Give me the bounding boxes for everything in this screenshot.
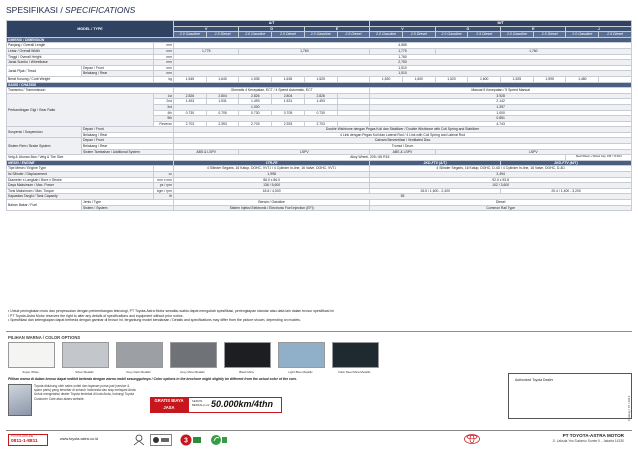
engine-subhead: 2KD-FTV (M/T) — [501, 160, 632, 166]
row-sublabel: Depan / Front — [82, 65, 154, 71]
table-cell: LSPV — [435, 149, 631, 155]
color-chip — [8, 342, 55, 368]
table-cell: 1,545 — [174, 76, 207, 82]
group-header-mt: M/T — [370, 21, 632, 27]
hotline-label: TOYOTA HOTLINE — [11, 435, 34, 438]
table-cell: 1.493 — [304, 99, 337, 105]
engine-header: 2.5 Diesel — [337, 32, 370, 38]
dealer-stamp-box — [508, 373, 632, 419]
variant-header: V — [174, 26, 239, 32]
badge-free-label: GRATIS BIAYA JASA — [150, 397, 188, 413]
table-cell: 1,635 — [272, 76, 305, 82]
table-cell: 2,494 — [370, 172, 632, 178]
row-label: Berat Kosong / Curb Weight — [7, 76, 154, 82]
table-cell: 1,775 — [370, 48, 435, 54]
table-cell: Otomatis 4 Kecepatan, ECT / 4 Speed Automatic, ECT — [174, 88, 370, 94]
dealer-label: Authorized Toyota Dealer — [515, 378, 554, 382]
table-cell: 1.397 — [370, 104, 632, 110]
table-cell: 1,760 — [435, 48, 631, 54]
engine-header: 2.5 Diesel — [533, 32, 566, 38]
table-cell: 55 — [174, 194, 632, 200]
row-sublabel: Depan / Front — [82, 127, 174, 133]
table-cell: Double Wishbone dengan Pegas Koil dan Stabilizer / Double Wishbone with Coil Spring and Stabilizer — [174, 127, 632, 133]
row-unit: mm — [154, 65, 174, 71]
table-cell: 1,600 — [402, 76, 435, 82]
table-cell: 2.826 — [239, 93, 272, 99]
engine-header: 2.5 Diesel — [599, 32, 632, 38]
catalog-code — [627, 373, 633, 423]
row-sublabel: Depan / Front — [82, 138, 174, 144]
engine-header: 2.0 Gasoline — [435, 32, 468, 38]
row-unit: kg — [154, 76, 174, 82]
table-cell: 1,775 — [174, 48, 239, 54]
color-chip — [278, 342, 325, 368]
row-unit: mm x mm — [154, 177, 174, 183]
table-cell: 0.705 — [206, 110, 239, 116]
table-cell: 4.743 — [370, 121, 632, 127]
table-cell: 1,525 — [501, 76, 534, 82]
row-unit: mm — [154, 48, 174, 54]
table-cell: Diesel — [370, 200, 632, 206]
table-cell: 1.493 — [174, 99, 207, 105]
table-cell: 20.4 / 1,400 - 3,200 — [501, 188, 632, 194]
title-en: SPECIFICATIONS — [62, 5, 136, 15]
company-address: Jl. Laksda Yos Sudarso Sunter II - Jakarta 14330 — [552, 439, 624, 443]
table-cell: 1,480 — [566, 76, 599, 82]
table-cell: ABS & LSPV — [174, 149, 239, 155]
gear-label: 4th — [154, 110, 174, 116]
engine-header: 2.0 Gasoline — [174, 32, 207, 38]
page-title — [6, 5, 135, 15]
hotline-number: 0811-1-8811 — [11, 438, 38, 444]
row-sublabel: Sistem / System — [82, 205, 174, 211]
table-cell: 1,510 — [174, 65, 632, 71]
care-badge-icon — [150, 434, 172, 446]
badge-mileage-box — [188, 397, 282, 413]
table-cell: 2.804 — [272, 93, 305, 99]
hotline-box — [8, 434, 48, 446]
table-cell: 1,760 — [174, 54, 632, 60]
table-cell: 2.804 — [206, 93, 239, 99]
row-label: Suspensi / Suspension — [7, 127, 82, 138]
engine-header: 2.5 Diesel — [206, 32, 239, 38]
table-cell: Manual 5 Kecepatan / 5 Speed Manual — [370, 88, 632, 94]
engine-header: 2.5 Diesel — [272, 32, 305, 38]
row-label: Jarak Sumbu / Wheelbase — [7, 60, 154, 66]
table-cell: 1,510 — [174, 71, 632, 77]
gear-label: 5th — [154, 116, 174, 122]
table-cell: 2.703 — [239, 121, 272, 127]
table-cell: 1,640 — [206, 76, 239, 82]
table-cell: 1,998 — [174, 172, 370, 178]
toyota-logo-icon — [464, 434, 480, 444]
row-label: Isi Silinder / Displacement — [7, 172, 154, 178]
table-cell: 2.703 — [304, 121, 337, 127]
table-cell: ABS & LSPV — [370, 149, 435, 155]
group-header-at: A/T — [174, 21, 370, 27]
table-cell: 1,760 — [239, 48, 370, 54]
color-disclaimer: Pilihan warna di dalam brosur dapat sedikit berbeda dengan warna mobil sesungguhnya / Color options in the brochure might slightly be different from the actual color of the cars. — [8, 377, 297, 381]
color-name: Black Mica — [239, 370, 254, 374]
table-cell: 1.493 — [239, 99, 272, 105]
spec-notes — [8, 309, 608, 323]
row-label: Bahan Bakar / Fuel — [7, 200, 82, 211]
color-swatch — [116, 342, 161, 374]
table-cell: 2,750 — [174, 60, 632, 66]
table-cell: 0.730 — [174, 110, 207, 116]
row-unit: mm — [154, 60, 174, 66]
row-unit: mm — [154, 43, 174, 49]
free-service-badge — [150, 397, 282, 413]
table-cell: 26.5 / 1,600 - 2,400 — [370, 188, 501, 194]
table-cell: Tromol / Drum — [174, 144, 632, 150]
gear-label: Reverse — [154, 121, 174, 127]
table-cell: 18.6 / 4,000 — [174, 188, 370, 194]
row-label: Sistem Rem / Brake System — [7, 138, 82, 155]
color-swatch — [62, 342, 107, 374]
table-cell: 1.000 — [370, 110, 632, 116]
service-promo — [8, 384, 138, 428]
table-cell: Sistem Injeksi Elektronik / Electronic Fuel Injection (EFI) — [174, 205, 370, 211]
table-cell: 2.393 — [272, 121, 305, 127]
row-label: Transmisi / Transmission — [7, 88, 174, 94]
table-cell: 1.531 — [206, 99, 239, 105]
row-label: Tipe Mesin / Engine Type — [7, 166, 154, 172]
color-name: Super White — [22, 370, 39, 374]
gear-label: 1st — [154, 93, 174, 99]
website-link[interactable]: www.toyota.astra.co.id — [60, 437, 98, 441]
table-cell: 0.705 — [272, 110, 305, 116]
row-label: Kapasitas Tangki / Tank Capacity — [7, 194, 154, 200]
row-label: Lebar / Overall Width — [7, 48, 154, 54]
table-cell: 4 Silinder Segaris, 16 Katup, DOHC, D-4D / 4 Cylinder In-line, 16 Valve, DOHC, D-4D — [370, 166, 632, 172]
color-swatch — [170, 342, 215, 374]
row-sublabel: Sistem Tambahan / Additional System — [82, 149, 174, 155]
table-cell: 92.0 x 93.8 — [370, 177, 632, 183]
color-chip — [170, 342, 217, 368]
gear-label: 3rd — [154, 104, 174, 110]
color-swatch — [8, 342, 53, 374]
table-cell: Alloy Wheel, 205 / 65 R15 — [174, 155, 566, 161]
row-unit: mm — [154, 54, 174, 60]
section-divider — [6, 331, 632, 332]
table-cell: 0.730 — [239, 110, 272, 116]
engine-header: 2.5 Diesel — [402, 32, 435, 38]
table-cell: Bensin / Gasoline — [174, 200, 370, 206]
promo-image — [8, 384, 32, 416]
row-label: Torsi Maksimum / Max. Torque — [7, 188, 154, 194]
row-unit: ltr — [154, 194, 174, 200]
engine-header: 2.0 Gasoline — [370, 32, 403, 38]
color-name: Grey Mica Metallic — [180, 370, 205, 374]
row-sublabel: Belakang / Rear — [82, 144, 174, 150]
table-cell: 4 Link dengan Pegas Koil dan Lateral Rod / 4 Link with Coil Spring and Lateral Rod — [174, 132, 632, 138]
variant-header: V — [370, 26, 435, 32]
table-cell: Steel Wheel + Wheel Cap, 195 / 70 R14 — [566, 155, 632, 161]
page-footer — [0, 430, 638, 451]
table-cell: 102 / 3,600 — [370, 183, 632, 189]
engine-header: 2.0 Gasoline — [566, 32, 599, 38]
badge-service-label: SERVIS BERKALA s/d — [192, 399, 210, 407]
table-cell: 86.0 x 86.0 — [174, 177, 370, 183]
row-unit: kgm / rpm — [154, 188, 174, 194]
row-label: Panjang / Overall Length — [7, 43, 154, 49]
table-cell: 2.703 — [174, 121, 207, 127]
engine-header: 2.0 Gasoline — [239, 32, 272, 38]
color-swatch — [278, 342, 323, 374]
note-line: / PT Toyota-Astra Motor reserves the right to alter any details of specifications and equipment without prior notice. — [8, 313, 184, 318]
engine-subhead: 2KD-FTV (A/T) — [370, 160, 501, 166]
table-cell: 1,600 — [468, 76, 501, 82]
engine-header: 2.0 Gasoline — [304, 32, 337, 38]
variant-header: J — [566, 26, 632, 32]
variant-header: G — [239, 26, 304, 32]
table-cell: 1,530 — [370, 76, 403, 82]
table-cell: 2.826 — [304, 93, 337, 99]
section-chassis: SASIS / CHASSIS — [7, 82, 632, 88]
row-label: Diameter x Langkah / Bore x Stroke — [7, 177, 154, 183]
engine-header: 2.0 Gasoline — [501, 32, 534, 38]
table-cell: 2.826 — [174, 93, 207, 99]
eco-icon — [210, 434, 228, 446]
table-cell: 1.531 — [272, 99, 305, 105]
table-cell: LSPV — [239, 149, 370, 155]
catalog-code-text: Catalog / 07 / 2013 — [627, 395, 631, 421]
variant-header: E — [501, 26, 566, 32]
table-cell: 136 / 5,600 — [174, 183, 370, 189]
color-swatch — [332, 342, 377, 374]
gear-label: 2nd — [154, 99, 174, 105]
section-engine: MESIN / ENGINE — [7, 160, 174, 166]
table-cell: 1,525 — [304, 76, 337, 82]
badge-mileage: 50.000km/4thn — [211, 399, 274, 409]
table-cell: 1,535 — [239, 76, 272, 82]
color-chip — [332, 342, 379, 368]
model-type-header: MODEL / TYPE — [7, 21, 174, 38]
color-chip — [62, 342, 109, 368]
promo-text: Toyota didukung oleh sales outlet dan layanan purna jual (service & spare parts) yang tersebar di seluruh Indonesia dan siap melayani Anda. Untuk mengetahui dealer Toyota terdekat di kota Anda, hubungi Toyota Customer Care atau akses website. — [34, 384, 137, 401]
color-options-title: PILIHAN WARNA / COLOR OPTIONS — [8, 335, 81, 340]
row-label: Velg & Ukuran Ban / Velg & Tire Size — [7, 155, 174, 161]
title-id: SPESIFIKASI / — [6, 5, 63, 15]
color-chip — [116, 342, 163, 368]
specifications-table — [6, 20, 632, 211]
color-name: Grey Dark Metallic — [126, 370, 151, 374]
row-label: Perbandingan Gigi / Gear Ratio — [7, 93, 154, 127]
row-label: Daya Maksimum / Max. Power — [7, 183, 154, 189]
variant-header: E — [304, 26, 369, 32]
row-unit: ps / rpm — [154, 183, 174, 189]
table-cell: 4 Silinder Segaris, 16 Katup, DOHC, VVT-i / 4 Cylinder In-line, 16 Valve, DOHC, VVT-i — [174, 166, 370, 172]
color-name: Dark Steel Mica Metallic — [338, 370, 371, 374]
engine-header: 2.5 Diesel — [468, 32, 501, 38]
color-name: Silver Metallic — [75, 370, 94, 374]
row-sublabel: Belakang / Rear — [82, 71, 154, 77]
row-sublabel: Belakang / Rear — [82, 132, 174, 138]
three-year-warranty-icon — [180, 434, 202, 446]
color-swatches — [8, 342, 408, 376]
section-dimension: DIMENSI / DIMENSION — [7, 37, 632, 43]
svg-text:3: 3 — [184, 437, 188, 445]
row-unit: mm — [154, 71, 174, 77]
note-line: • Spesifikasi dan kelengkapan dapat berbeda dengan gambar di brosur ini, tergantung model kendaraan / Details and specifications may differ from the picture shown, depending on models. — [8, 318, 301, 323]
row-label: Tinggi / Overall Height — [7, 54, 154, 60]
table-cell: 0.851 — [370, 116, 632, 122]
table-cell: 2.393 — [206, 121, 239, 127]
table-cell: 1,520 — [435, 76, 468, 82]
row-label: Jarak Pijak / Tread — [7, 65, 82, 76]
table-cell: 2.142 — [370, 99, 632, 105]
table-cell: Cakram Berventilasi / Ventilated Disc — [174, 138, 632, 144]
safety-belt-icon — [132, 434, 146, 446]
table-cell: 0.730 — [304, 110, 337, 116]
color-chip — [224, 342, 271, 368]
row-sublabel: Jenis / Type — [82, 200, 174, 206]
color-swatch — [224, 342, 269, 374]
variant-header: G — [435, 26, 500, 32]
table-cell: 1.000 — [174, 104, 338, 110]
footer-divider — [6, 430, 632, 431]
color-name: Light Blue Metallic — [288, 370, 313, 374]
note-line: • Untuk peningkatan mutu dan penyesuaian dengan perkembangan teknologi, PT Toyota-Astra Motor sewaktu-waktu dapat mengubah spesifikasi, perlengkapan standar atau data lain dalam brosur spesifikasi ini — [8, 309, 334, 313]
company-name: PT TOYOTA-ASTRA MOTOR — [562, 433, 624, 438]
table-cell: 3.928 — [370, 93, 632, 99]
table-cell: Common Rail Type — [370, 205, 632, 211]
table-cell: 4,585 — [174, 43, 632, 49]
engine-subhead: 1TR-FE — [174, 160, 370, 166]
row-unit: cc — [154, 172, 174, 178]
table-cell: 1,595 — [533, 76, 566, 82]
